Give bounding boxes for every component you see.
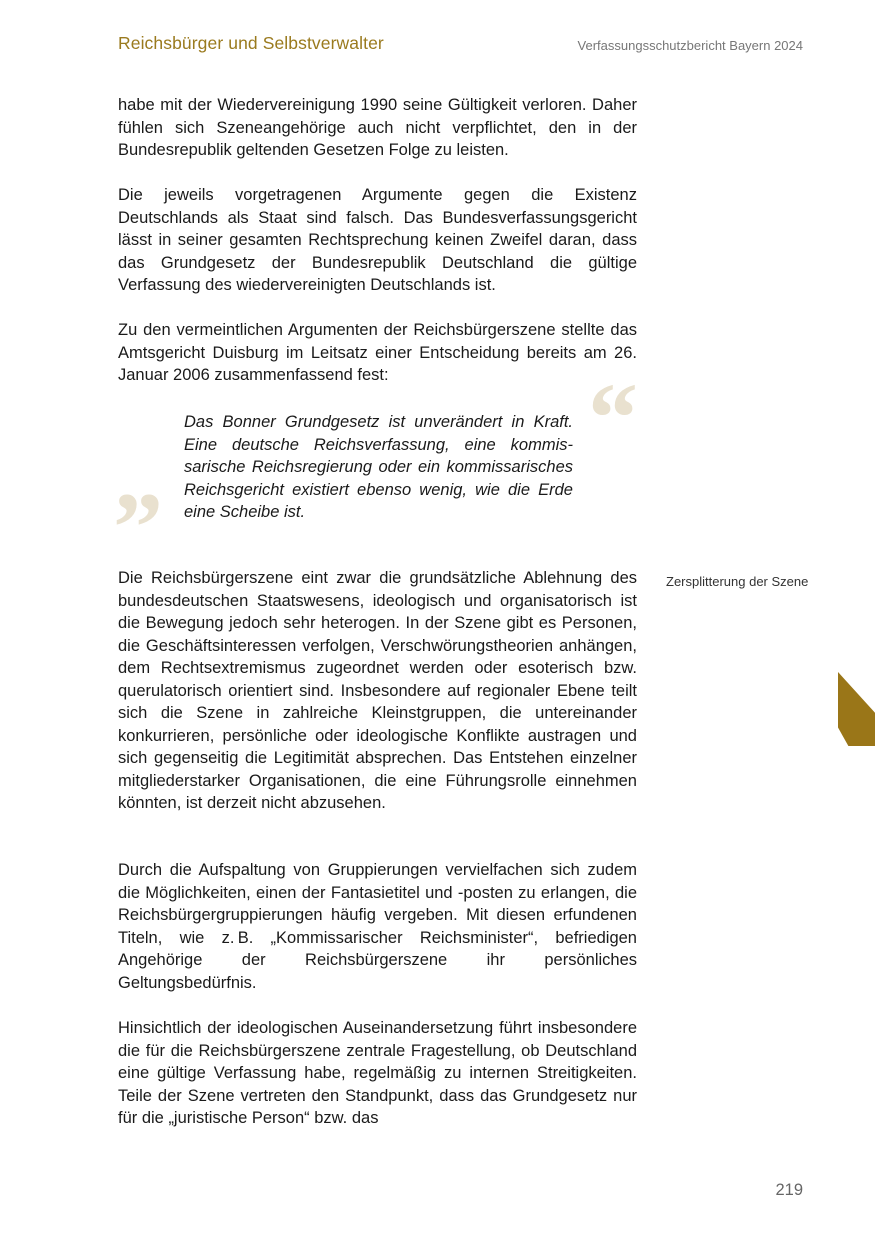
paragraph-6: Hinsichtlich der ideologischen Auseinandersetzung führt insbesondere die für die Reichsbürgerszene zentrale Fragestellung, ob Deutschland eine gültige Verfassung habe, regelmäßig zu internen Streitigkeiten. Teile der Szene vertreten den Standpunkt, dass das Grundgesetz nur für die „juristische Person“ bzw. das: [118, 1019, 637, 1127]
quote-open-mark: “: [588, 362, 638, 473]
paragraph-2: Die jeweils vorgetragenen Argumente gegen die Existenz Deutschlands als Staat sind falsch. Das Bundesverfassungsgericht lässt in seiner gesamten Rechtsprechung keinen Zweifel daran, dass das Grundgesetz der Bundesrepublik Deutschland die gültige Verfassung des wiedervereinigten Deutschlands ist.: [118, 186, 637, 294]
page-number: 219: [775, 1181, 803, 1199]
paragraph-3: Zu den vermeintlichen Argumenten der Reichsbürgerszene stellte das Amtsgericht Duisburg im Leitsatz einer Entscheidung bereits am 26. Januar 2006 zusammenfassend fest:: [118, 321, 637, 384]
chapter-tab-marker: [838, 672, 875, 746]
running-header-title: Reichsbürger und Selbstverwalter: [118, 33, 384, 53]
quote-close-mark: ”: [113, 472, 163, 583]
court-quote: Das Bonner Grundgesetz ist unverändert in Kraft. Eine deutsche Reichsverfassung, eine kommissarische Reichsregierung oder ein kommissarisches Reichsgericht existiert ebenso wenig, wie die Erde eine Scheibe ist.: [184, 413, 573, 521]
running-header-publication: Verfassungsschutzbericht Bayern 2024: [577, 38, 803, 53]
paragraph-5: Durch die Aufspaltung von Gruppierungen vervielfachen sich zudem die Möglichkeiten, einen der Fantasietitel und -posten zu erlangen, die Reichsbürgergruppierungen häufig vergeben. Mit diesen erfundenen Titeln, wie z. B. „Kommissarischer Reichsminister“, befriedigen Angehörige der Reichsbürgerszene ihr persönliches Geltungsbedürfnis.: [118, 861, 637, 992]
margin-note: Zersplitterung der Szene: [666, 574, 809, 589]
paragraph-1: habe mit der Wiedervereinigung 1990 seine Gültigkeit verloren. Daher fühlen sich Szeneangehörige auch nicht verpflichtet, den in der Bundesrepublik geltenden Gesetzen Folge zu leisten.: [118, 96, 637, 159]
paragraph-4: Die Reichsbürgerszene eint zwar die grundsätzliche Ablehnung des bundesdeutschen Staatswesens, ideologisch und organisatorisch ist die Bewegung jedoch sehr heterogen. In der Szene gibt es Personen, die Geschäftsinteressen verfolgen, Verschwörungstheorien anhängen, dem Rechtsextremismus zugeordnet werden oder esoterisch bzw. querulatorisch orientiert sind. Insbesondere auf regionaler Ebene teilt sich die Szene in zahlreiche Kleinstgruppen, die untereinander konkurrieren, persönliche oder ideologische Konflikte austragen und sich gegenseitig die Legitimität absprechen. Das Entstehen einzelner mitgliederstarker Organisationen, die eine Führungsrolle einnehmen könnten, ist derzeit nicht abzusehen.: [118, 569, 637, 812]
